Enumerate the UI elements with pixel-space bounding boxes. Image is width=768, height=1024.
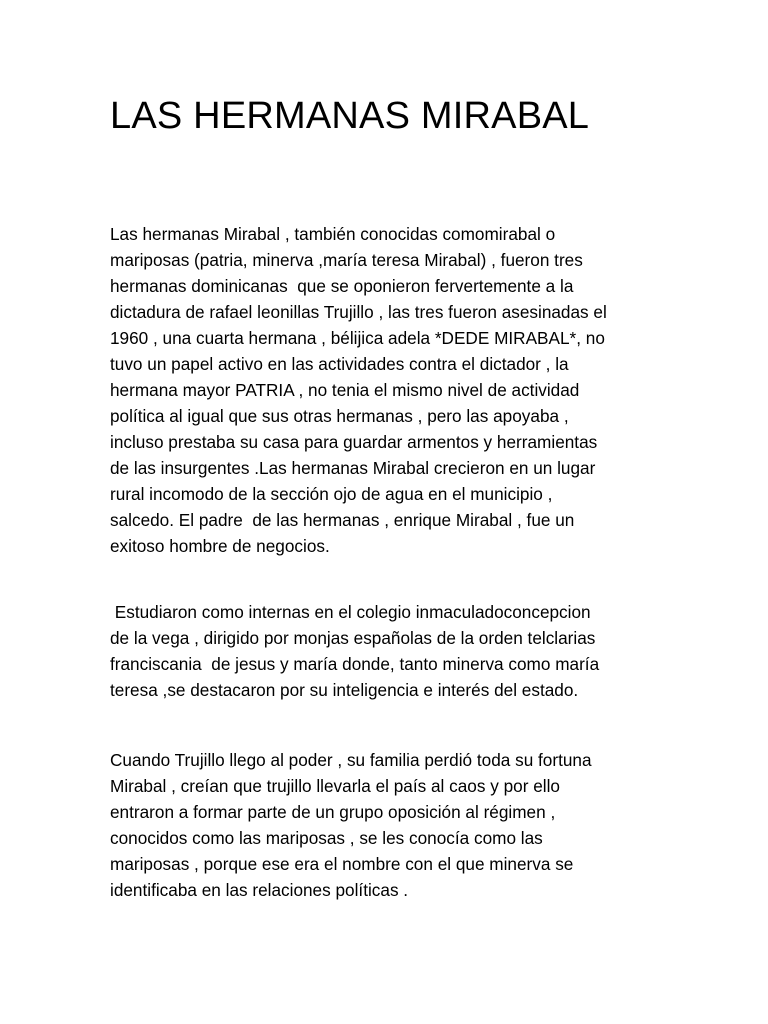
text-line: tuvo un papel activo en las actividades contra el dictador , la [110,354,569,374]
text-line: exitoso hombre de negocios. [110,536,330,556]
text-line: franciscania de jesus y maría donde, tanto minerva como maría [110,654,600,674]
text-line: 1960 , una cuarta hermana , bélijica adela *DEDE MIRABAL*, no [110,328,605,348]
text-line: entraron a formar parte de un grupo oposición al régimen , [110,802,556,822]
text-line: dictadura de rafael leonillas Trujillo , las tres fueron asesinadas el [110,302,607,322]
text-line: hermana mayor PATRIA , no tenia el mismo nivel de actividad [110,380,580,400]
paragraph-2 [110,599,670,703]
text-line: Las hermanas Mirabal , también conocidas comomirabal o [110,224,556,244]
text-line: identificaba en las relaciones políticas . [110,880,409,900]
text-line: hermanas dominicanas que se oponieron fervertemente a la [110,276,574,296]
text-line: teresa ,se destacaron por su inteligencia e interés del estado. [110,680,579,700]
text-line: de las insurgentes .Las hermanas Mirabal crecieron en un lugar [110,458,596,478]
text-line: Estudiaron como internas en el colegio inmaculadoconcepcion [110,602,591,622]
text-line: salcedo. El padre de las hermanas , enrique Mirabal , fue un [110,510,575,530]
paragraph-1 [110,221,670,559]
text-line: conocidos como las mariposas , se les conocía como las [110,828,543,848]
paragraph-3 [110,747,670,903]
text-line: mariposas (patria, minerva ,maría teresa Mirabal) , fueron tres [110,250,583,270]
text-line: política al igual que sus otras hermanas , pero las apoyaba , [110,406,569,426]
text-line: Mirabal , creían que trujillo llevarla el país al caos y por ello [110,776,560,796]
text-line: mariposas , porque ese era el nombre con el que minerva se [110,854,574,874]
document-title: LAS HERMANAS MIRABAL [110,95,590,137]
text-line: rural incomodo de la sección ojo de agua en el municipio , [110,484,553,504]
text-line: Cuando Trujillo llego al poder , su familia perdió toda su fortuna [110,750,592,770]
text-line: de la vega , dirigido por monjas españolas de la orden telclarias [110,628,596,648]
text-line: incluso prestaba su casa para guardar armentos y herramientas [110,432,598,452]
